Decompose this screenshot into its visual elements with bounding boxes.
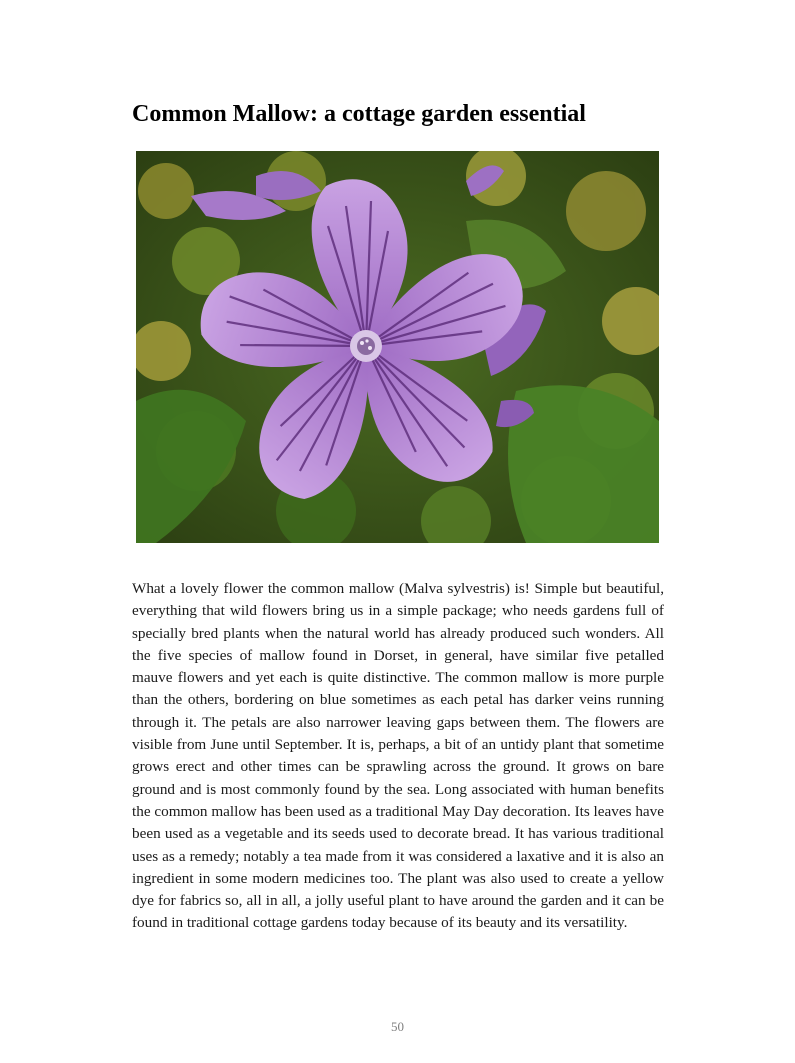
page-title: Common Mallow: a cottage garden essential <box>132 101 586 127</box>
mallow-flower-photo <box>136 151 659 543</box>
page-number: 50 <box>391 1019 404 1034</box>
article-body: What a lovely flower the common mallow (Malva sylvestris) is! Simple but beautiful, everything that wild flowers bring us in a simple package; who needs gardens full of specially bred plants when the natural world has already produced such wonders. All the five species of mallow found in Dorset, in general, have similar five petalled mauve flowers and yet each is quite distinctive. The common mallow is more purple than the others, bordering on blue sometimes as each petal has darker veins running through it. The petals are also narrower leaving gaps between them. The flowers are visible from June until September. It is, perhaps, a bit of an untidy plant that sometime grows erect and other times can be sprawling across the ground. It grows on bare ground and is most commonly found by the sea. Long associated with human benefits the common mallow has been used as a traditional May Day decoration. Its leaves have been used as a vegetable and its seeds used to decorate bread. It has various traditional uses as a remedy; notably a tea made from it was considered a laxative and it is also an ingredient in some modern medicines too. The plant was also used to create a yellow dye for fabrics so, all in all, a jolly useful plant to have around the garden and it can be found in traditional cottage gardens today because of its beauty and its versatility. <box>132 580 664 932</box>
